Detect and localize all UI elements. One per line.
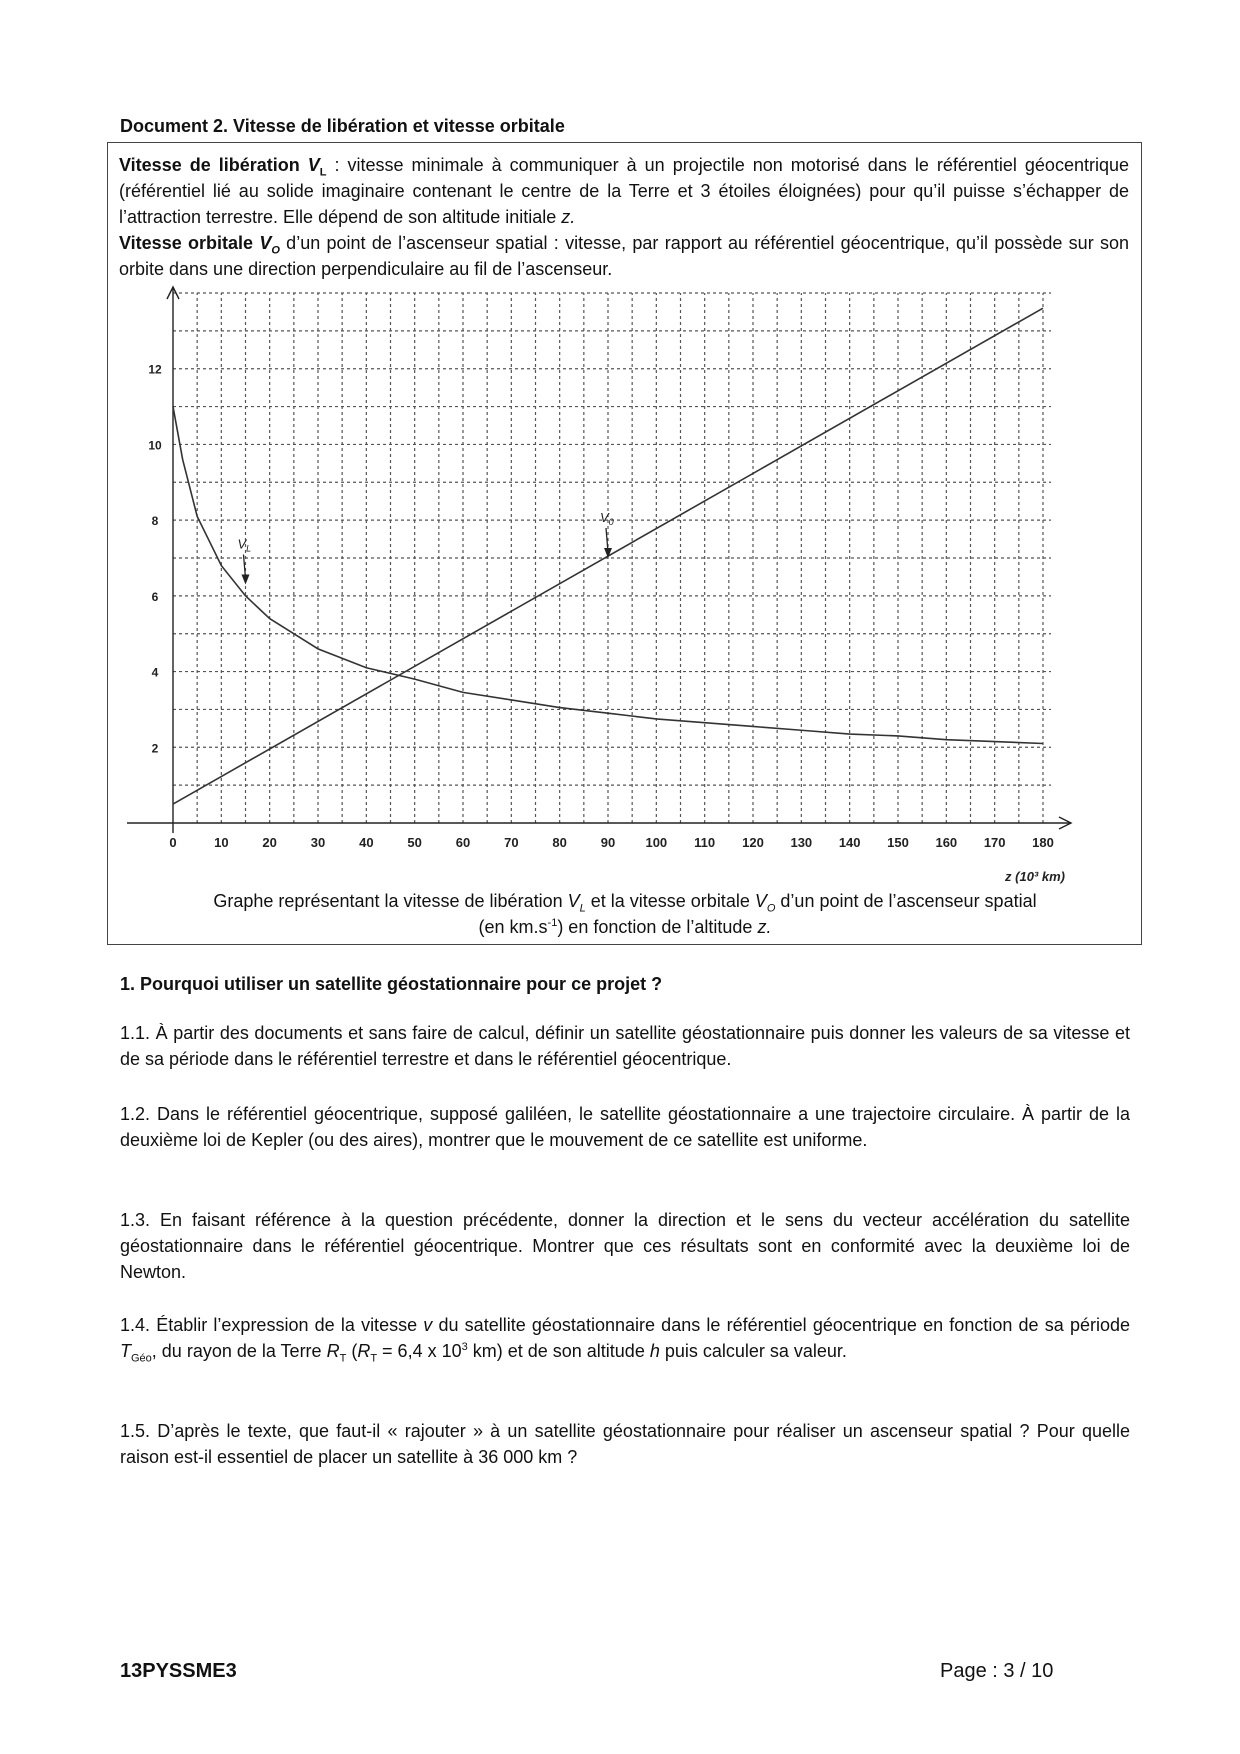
caption-text-3: d’un point de l’ascenseur spatial <box>775 891 1037 911</box>
q14-R2-sub: T <box>370 1352 378 1365</box>
vl-symbol: V <box>307 155 320 175</box>
x-tick-label: 20 <box>262 835 277 850</box>
vo-term: Vitesse orbitale <box>119 233 260 253</box>
x-tick-label: 10 <box>214 835 229 850</box>
x-tick-label: 40 <box>359 835 374 850</box>
annotation-arrowhead <box>242 575 250 585</box>
question-1-5: 1.5. D’après le texte, que faut-il « rajouter » à un satellite géostationnaire pour réaliser un ascenseur spatial ? Pour quelle raison est-il essentiel de placer un satellite à 36 000 km ? <box>120 1421 1130 1467</box>
q14-R-sub: T <box>339 1352 347 1365</box>
caption-z: z. <box>757 917 772 937</box>
q14-R2: R <box>357 1341 371 1361</box>
definition-block <box>119 152 1129 282</box>
caption-vo: V <box>754 891 767 911</box>
question-1-4 <box>120 1312 1130 1364</box>
vl-sub: L <box>319 166 327 179</box>
document-code: 13PYSSME3 <box>120 1660 237 1682</box>
x-tick-label: 170 <box>983 835 1006 850</box>
q14-text-g: puis calculer sa valeur. <box>659 1341 847 1361</box>
y-tick-label: 12 <box>148 362 162 377</box>
x-tick-label: 150 <box>887 835 909 850</box>
caption-vl-sub: L <box>579 902 586 915</box>
x-tick-label: 140 <box>838 835 861 850</box>
x-tick-label: 160 <box>935 835 958 850</box>
y-tick-label: 6 <box>151 589 159 604</box>
caption-vo-sub: O <box>766 902 776 915</box>
x-tick-label: 100 <box>645 835 668 850</box>
q14-sup: 3 <box>461 1341 468 1353</box>
caption-sup: -1 <box>547 917 558 929</box>
x-tick-label: 130 <box>790 835 813 850</box>
x-tick-label: 120 <box>742 835 764 850</box>
question-1-3: 1.3. En faisant référence à la question précédente, donner la direction et le sens du vecteur accélération du satellite géostationnaire dans le référentiel géocentrique. Montrer que ces résultats sont en conformité avec la deuxième loi de Newton. <box>120 1210 1130 1282</box>
annotation-label: $V_L$ <box>237 536 252 554</box>
x-tick-label: 70 <box>504 835 519 850</box>
vl-definition: : vitesse minimale à communiquer à un projectile non motorisé dans le référentiel géocentrique (référentiel lié au solide imaginaire contenant le centre de la Terre et 3 étoiles éloignées) pour qu’il puisse s’échapper de l’attraction terrestre. Elle dépend de son altitude initiale <box>119 155 1129 227</box>
x-tick-label: 90 <box>600 835 616 850</box>
vo-definition: d’un point de l’ascenseur spatial : vitesse, par rapport au référentiel géocentrique, qu’il possède sur son orbite dans une direction perpendiculaire au fil de l’ascenseur. <box>119 233 1129 279</box>
caption-text-5: ) en fonction de l’altitude <box>557 917 758 937</box>
caption-text-2: et la vitesse orbitale <box>585 891 755 911</box>
velocity-chart <box>107 285 1137 885</box>
q14-T-sub: Géo <box>131 1352 152 1365</box>
vo-sub: O <box>271 244 280 257</box>
q14-h: h <box>649 1341 660 1361</box>
x-tick-label: 30 <box>310 835 326 850</box>
q14-R: R <box>326 1341 340 1361</box>
question-1-2: 1.2. Dans le référentiel géocentrique, supposé galiléen, le satellite géostationnaire a une trajectoire circulaire. À partir de la deuxième loi de Kepler (ou des aires), montrer que le mouvement de ce satellite est uniforme. <box>120 1104 1130 1150</box>
x-tick-label: 80 <box>552 835 567 850</box>
caption-vl: V <box>567 891 580 911</box>
q14-v: v <box>423 1315 433 1335</box>
chart-grid <box>173 293 1051 823</box>
x-tick-label: 110 <box>694 835 716 850</box>
y-tick-label: 2 <box>151 741 159 756</box>
q14-text-d: ( <box>346 1341 358 1361</box>
vl-term: Vitesse de libération <box>119 155 308 175</box>
question-1-1: 1.1. À partir des documents et sans faire de calcul, définir un satellite géostationnaire puis donner les valeurs de sa vitesse et de sa période dans le référentiel terrestre et dans le référentiel géocentrique. <box>120 1023 1130 1069</box>
x-tick-label: 50 <box>407 835 422 850</box>
x-tick-label: 180 <box>1032 835 1054 850</box>
y-tick-label: 8 <box>151 514 159 529</box>
q14-T: T <box>120 1341 131 1361</box>
caption-text-4: (en km.s <box>478 917 548 937</box>
caption-text-1: Graphe représentant la vitesse de libération <box>213 891 568 911</box>
q14-text-b: du satellite géostationnaire dans le référentiel géocentrique en fonction de sa période <box>432 1315 1130 1335</box>
annotation-label: $V_0$ <box>600 510 614 527</box>
chart-caption <box>120 888 1130 940</box>
y-tick-label: 10 <box>148 438 162 453</box>
q14-text-e: = 6,4 x 10 <box>377 1341 462 1361</box>
annotation-sub: L <box>246 543 252 554</box>
q14-text-c: , du rayon de la Terre <box>151 1341 327 1361</box>
x-axis-label: z (10³ km) <box>1005 869 1065 884</box>
q14-text-a: 1.4. Établir l’expression de la vitesse <box>120 1315 424 1335</box>
page-number: Page : 3 / 10 <box>940 1660 1054 1682</box>
q14-text-f: km) et de son altitude <box>467 1341 650 1361</box>
annotation-sub: 0 <box>608 517 614 527</box>
vo-symbol: V <box>259 233 272 253</box>
annotation-arrowhead <box>604 548 612 558</box>
vl-z: z. <box>561 207 576 227</box>
y-tick-label: 4 <box>151 665 159 680</box>
section-heading: 1. Pourquoi utiliser un satellite géostationnaire pour ce projet ? <box>120 974 663 994</box>
document-title: Document 2. Vitesse de libération et vitesse orbitale <box>120 116 565 136</box>
x-tick-label: 0 <box>169 835 177 850</box>
x-tick-label: 60 <box>455 835 471 850</box>
